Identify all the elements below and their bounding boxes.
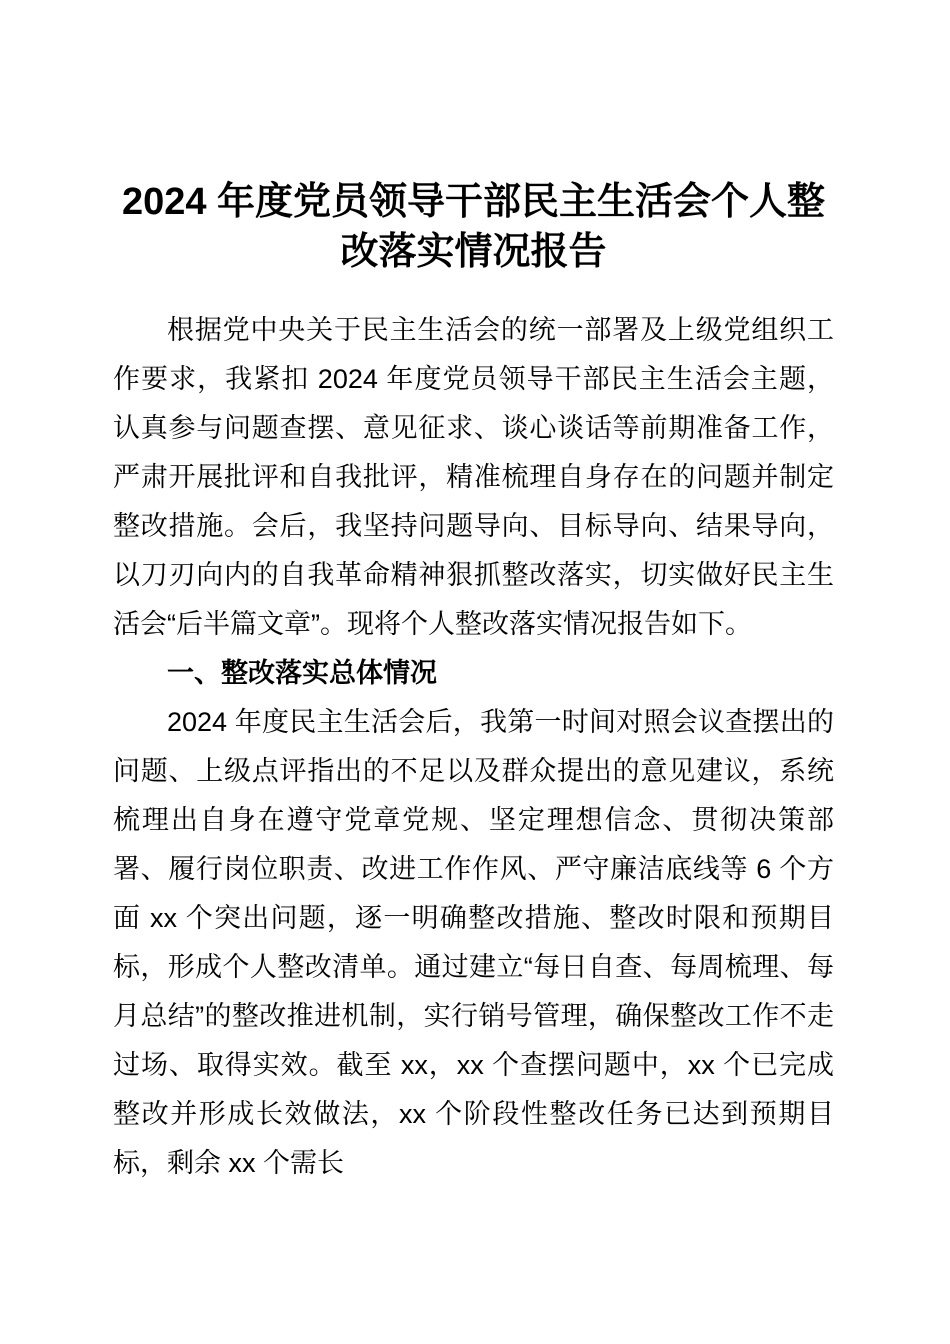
paragraph-intro: 根据党中央关于民主生活会的统一部署及上级党组织工作要求，我紧扣 2024 年度党员领导干部民主生活会主题，认真参与问题查摆、意见征求、谈心谈话等前期准备工作，严肃开展批评和自我批评，精准梳理自身存在的问题并制定整改措施。会后，我坚持问题导向、目标导向、结果导向，以刀刃向内的自我革命精神狠抓整改落实，切实做好民主生活会“后半篇文章”。现将个人整改落实情况报告如下。 xyxy=(113,315,834,639)
document-title: 2024 年度党员领导干部民主生活会个人整改落实情况报告 xyxy=(121,181,826,273)
section-heading-overall-situation: 一、整改落实总体情况 xyxy=(167,658,437,688)
paragraph-overall-situation: 2024 年度民主生活会后，我第一时间对照会议查摆出的问题、上级点评指出的不足以及群众提出的意见建议，系统梳理出自身在遵守党章党规、坚定理想信念、贯彻决策部署、履行岗位职责、改进工作作风、严守廉洁底线等 6 个方面 xx 个突出问题，逐一明确整改措施、整改时限和预期目标，形成个人整改清单。通过建立“每日自查、每周梳理、每月总结”的整改推进机制，实行销号管理，确保整改工作不走过场、取得实效。截至 xx，xx 个查摆问题中，xx 个已完成整改并形成长效做法，xx 个阶段性整改任务已达到预期目标，剩余 xx 个需长 xyxy=(113,707,834,1178)
